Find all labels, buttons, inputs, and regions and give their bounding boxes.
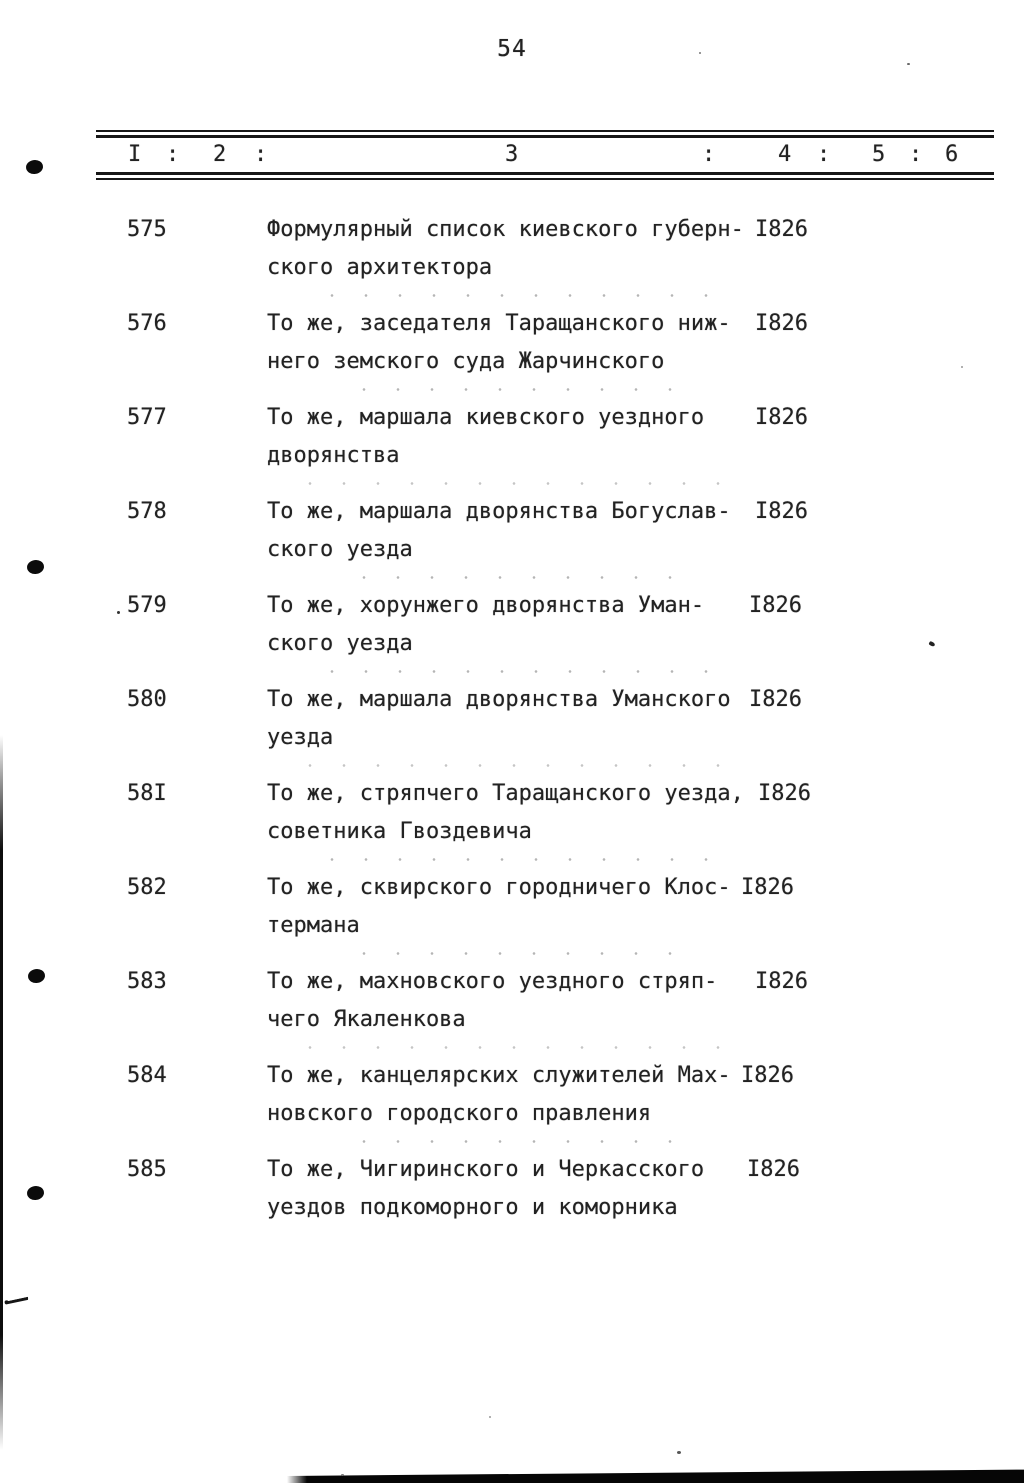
table-row xyxy=(0,493,1024,587)
column-header-1: I xyxy=(128,142,142,167)
record-description xyxy=(267,305,731,381)
record-year: I826 xyxy=(749,593,802,618)
ghost-dots xyxy=(362,1140,700,1143)
record-number: 580 xyxy=(127,687,167,712)
record-number: 583 xyxy=(127,969,167,994)
record-year: I826 xyxy=(747,1157,800,1182)
record-description-line1: То же, махновского уездного стряп- xyxy=(267,969,718,994)
record-description-line2: ского архитектора xyxy=(267,255,493,280)
record-description-line2: чего Якаленкова xyxy=(267,1007,466,1032)
column-header-3: 3 xyxy=(505,142,519,167)
table-row xyxy=(0,399,1024,493)
column-header-4: 4 xyxy=(778,142,792,167)
header-rule-bottom-thick xyxy=(96,172,994,175)
record-number: 577 xyxy=(127,405,167,430)
record-description xyxy=(267,869,731,945)
ghost-dots xyxy=(330,294,730,297)
ghost-dots xyxy=(330,858,730,861)
record-description-line1: То же, стряпчего Таращанского уезда, xyxy=(267,781,744,806)
table-row xyxy=(0,775,1024,869)
column-separator: : xyxy=(909,142,923,167)
record-description-line1: То же, сквирского городничего Клос- xyxy=(267,875,731,900)
record-description-line2: термана xyxy=(267,913,360,938)
record-list xyxy=(0,211,1024,1245)
ghost-dots xyxy=(330,670,730,673)
record-year: I826 xyxy=(755,217,808,242)
record-year: I826 xyxy=(758,781,811,806)
table-row xyxy=(0,681,1024,775)
record-description-line1: То же, маршала дворянства Уманского xyxy=(267,687,731,712)
ghost-dots xyxy=(308,482,732,485)
record-year: I826 xyxy=(741,1063,794,1088)
record-description xyxy=(267,963,717,1039)
record-year: I826 xyxy=(749,687,802,712)
record-description-line2: дворянства xyxy=(267,443,400,468)
column-header-6: 6 xyxy=(945,142,959,167)
column-separator: : xyxy=(817,142,831,167)
record-description xyxy=(267,211,744,287)
scan-speck xyxy=(489,1416,491,1418)
table-row xyxy=(0,211,1024,305)
record-number: 585 xyxy=(127,1157,167,1182)
scan-speck xyxy=(907,63,910,65)
scan-speck xyxy=(341,1474,344,1476)
record-description-line1: То же, маршала киевского уездного xyxy=(267,405,705,430)
table-row xyxy=(0,587,1024,681)
table-row xyxy=(0,963,1024,1057)
scan-speck xyxy=(677,1451,681,1454)
record-number: 575 xyxy=(127,217,167,242)
record-description-line1: То же, канцелярских служителей Мах- xyxy=(267,1063,731,1088)
record-number: 582 xyxy=(127,875,167,900)
record-number: 579 xyxy=(127,593,167,618)
table-row xyxy=(0,1151,1024,1245)
ghost-dots xyxy=(362,952,700,955)
record-description xyxy=(267,681,731,757)
page-number: 54 xyxy=(497,36,527,62)
record-number: 578 xyxy=(127,499,167,524)
record-description-line1: То же, маршала дворянства Богуслав- xyxy=(267,499,731,524)
column-separator: : xyxy=(166,142,180,167)
column-header-5: 5 xyxy=(872,142,886,167)
record-description-line1: То же, Чигиринского и Черкасского xyxy=(267,1157,705,1182)
record-description-line2: него земского суда Жарчинского xyxy=(267,349,665,374)
bottom-scan-bar xyxy=(287,1469,1024,1483)
record-description xyxy=(267,587,704,663)
punch-hole-mark xyxy=(25,159,44,175)
record-description-line1: То же, хорунжего дворянства Уман- xyxy=(267,593,705,618)
record-description-line2: уездов подкоморного и коморника xyxy=(267,1195,678,1220)
record-number: 58I xyxy=(127,781,167,806)
ghost-dots xyxy=(308,764,732,767)
record-year: I826 xyxy=(755,499,808,524)
record-year: I826 xyxy=(755,311,808,336)
record-number: 576 xyxy=(127,311,167,336)
ghost-dots xyxy=(362,388,700,391)
scan-speck xyxy=(961,366,963,368)
record-description xyxy=(267,1057,731,1133)
record-description-line2: советника Гвоздевича xyxy=(267,819,532,844)
ghost-dots xyxy=(362,576,700,579)
record-description-line2: ского уезда xyxy=(267,537,413,562)
record-description-line2: ского уезда xyxy=(267,631,413,656)
record-description-line2: новского городского правления xyxy=(267,1101,652,1126)
table-row xyxy=(0,305,1024,399)
scan-speck xyxy=(117,611,120,614)
record-description xyxy=(267,775,744,851)
column-separator: : xyxy=(254,142,268,167)
record-year: I826 xyxy=(755,405,808,430)
record-description xyxy=(267,1151,704,1227)
header-rule-top-thick xyxy=(96,135,994,138)
record-description xyxy=(267,493,731,569)
record-description-line1: То же, заседателя Таращанского ниж- xyxy=(267,311,731,336)
header-rule-top-thin xyxy=(96,130,994,132)
ghost-dots xyxy=(308,1046,732,1049)
record-description xyxy=(267,399,704,475)
table-row xyxy=(0,1057,1024,1151)
record-description-line1: Формулярный список киевского губерн- xyxy=(267,217,744,242)
table-row xyxy=(0,869,1024,963)
left-scan-edge xyxy=(0,735,3,1450)
record-year: I826 xyxy=(755,969,808,994)
record-number: 584 xyxy=(127,1063,167,1088)
pen-squiggle-mark xyxy=(6,1297,29,1309)
column-separator: : xyxy=(702,142,716,167)
scan-speck xyxy=(699,52,701,54)
column-header-2: 2 xyxy=(213,142,227,167)
record-description-line2: уезда xyxy=(267,725,334,750)
record-year: I826 xyxy=(741,875,794,900)
header-rule-bottom-thin xyxy=(96,178,994,180)
